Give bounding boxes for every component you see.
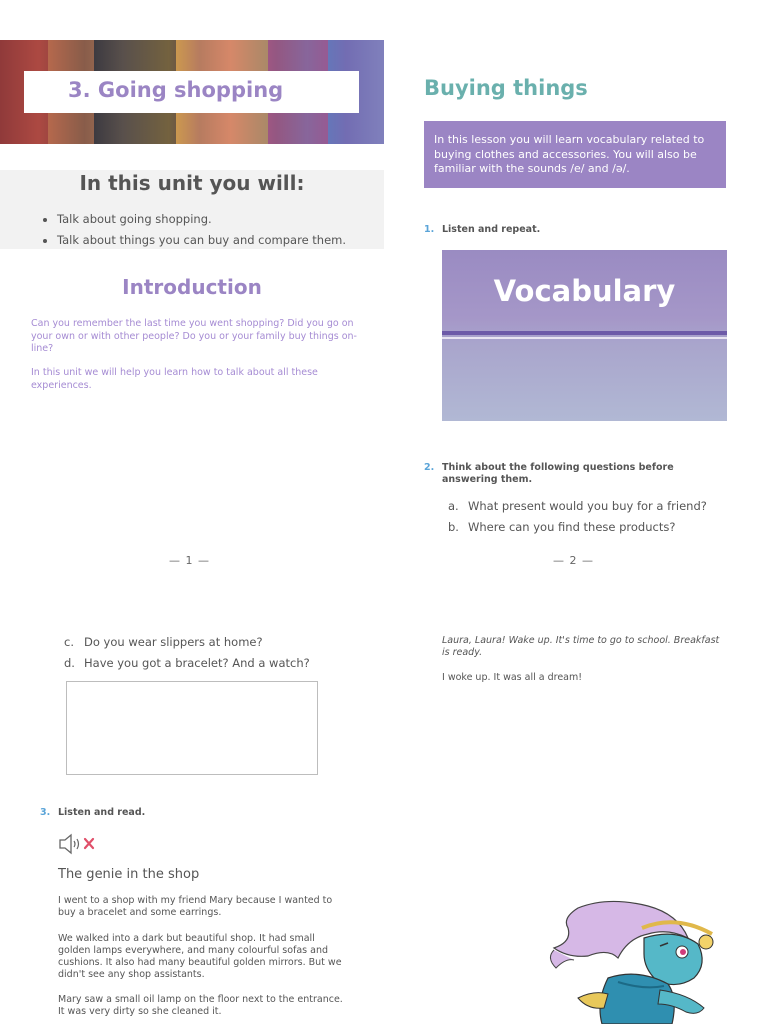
question-item: [64, 656, 310, 670]
step-number: 2.: [424, 462, 435, 473]
question-text: Have you got a bracelet? And a watch?: [84, 656, 310, 670]
question-label: c.: [64, 635, 74, 649]
unit-title: 3. Going shopping: [68, 78, 284, 102]
intro-paragraph: Can you remember the last time you went shopping? Did you go on your own or with other people? Do you or your family buy things on-line?: [31, 318, 357, 354]
divider: [442, 331, 727, 335]
step-number: 3.: [40, 807, 51, 818]
ending-line: I woke up. It was all a dream!: [442, 672, 583, 683]
step-instruction: Listen and read.: [58, 807, 146, 818]
question-item: [448, 499, 707, 513]
question-text: What present would you buy for a friend?: [468, 499, 707, 513]
question-label: a.: [448, 499, 459, 513]
page-number: — 2 —: [553, 554, 594, 567]
story-paragraph: Mary saw a small oil lamp on the floor next to the entrance. It was very dirty so she cleaned it.: [58, 994, 343, 1017]
genie-illustration-svg: [548, 898, 724, 1024]
speaker-muted-icon: [58, 833, 100, 855]
answer-box[interactable]: [66, 681, 318, 775]
step-number: 1.: [424, 224, 435, 235]
list-item: • Talk about going shopping.: [57, 213, 387, 226]
question-item: [64, 635, 263, 649]
vocabulary-title: Vocabulary: [493, 274, 676, 308]
unit-goals-list: [36, 213, 387, 255]
step-instruction: Think about the following questions before answering them.: [442, 462, 674, 485]
question-text: Do you wear slippers at home?: [84, 635, 263, 649]
intro-paragraph: In this unit we will help you learn how to talk about all these experiences.: [31, 367, 318, 391]
story-paragraph: We walked into a dark but beautiful shop. It had small golden lamps everywhere, and many colourful sofas and cushions. It also had many beautiful golden mirrors. But we didn't see any shop assistants.: [58, 933, 342, 980]
story-title: The genie in the shop: [58, 867, 200, 882]
list-item: • Talk about things you can buy and compare them.: [57, 234, 387, 247]
question-label: d.: [64, 656, 75, 670]
question-item: [448, 520, 675, 534]
story-paragraph: I went to a shop with my friend Mary because I wanted to buy a bracelet and some earrings.: [58, 895, 333, 918]
audio-button[interactable]: [58, 833, 100, 855]
lesson-intro-text: In this lesson you will learn vocabulary related to buying clothes and accessories. You will also be familiar with the sounds /e/ and /ə/.: [434, 133, 705, 175]
question-label: b.: [448, 520, 459, 534]
page-number: — 1 —: [169, 554, 210, 567]
divider: [442, 337, 727, 339]
genie-illustration: [548, 898, 724, 1024]
introduction-heading: Introduction: [122, 275, 262, 299]
unit-goals-heading: In this unit you will:: [79, 171, 305, 195]
question-text: Where can you find these products?: [468, 520, 676, 534]
dream-quote: Laura, Laura! Wake up. It's time to go to school. Breakfast is ready.: [442, 635, 720, 658]
lesson-heading: Buying things: [424, 76, 588, 100]
step-instruction: Listen and repeat.: [442, 224, 541, 235]
